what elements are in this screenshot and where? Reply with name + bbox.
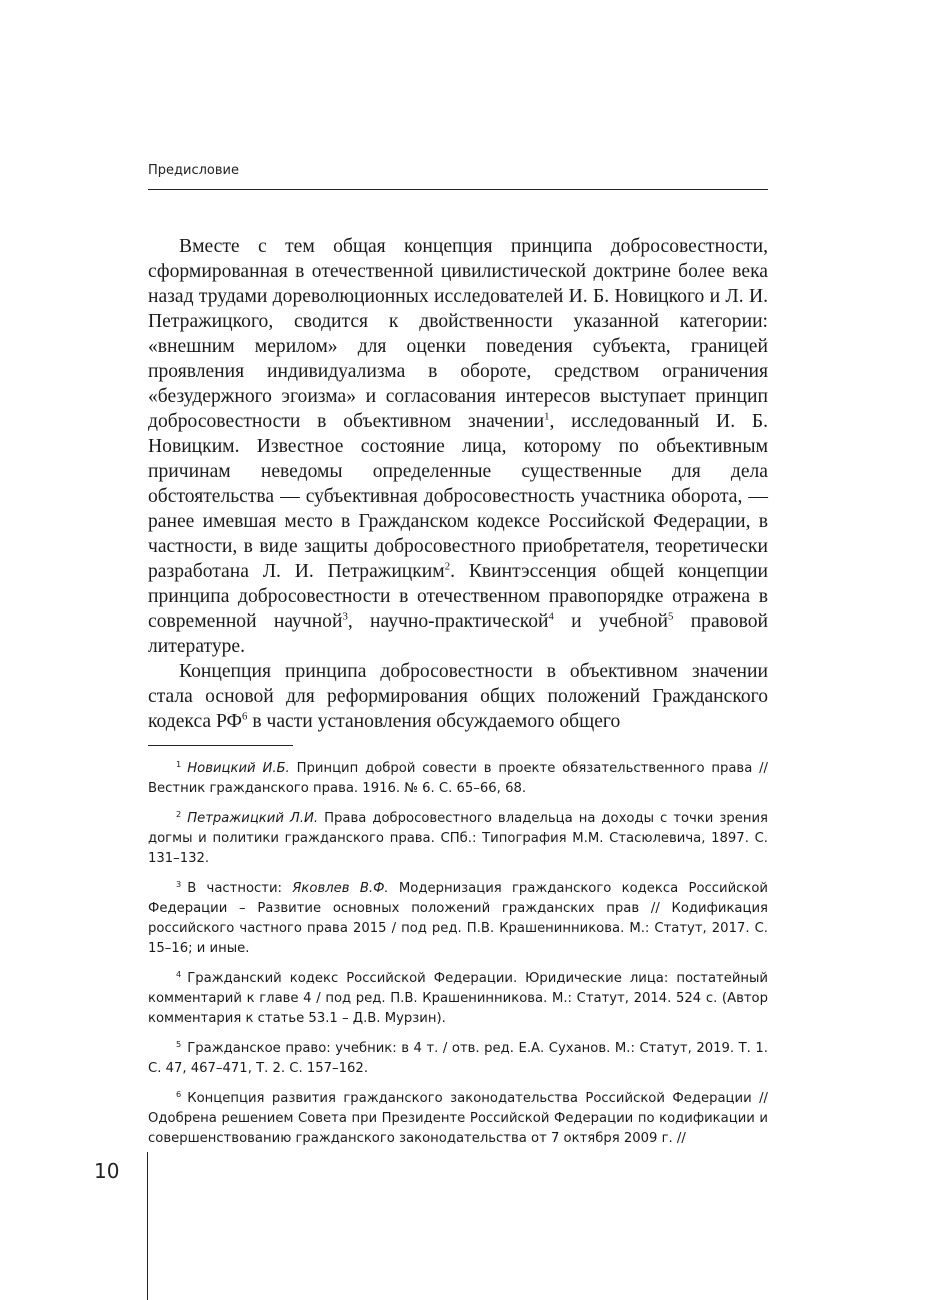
p1-text-6: правовой литературе. bbox=[148, 611, 768, 657]
footnote-ref-5: 5 bbox=[668, 610, 674, 623]
footnote-ref-3: 3 bbox=[342, 610, 348, 623]
main-text bbox=[148, 234, 768, 734]
p1-text-2: , исследованный И. Б. Новицким. Известное состояние лица, которому по объективным причинам неведомы определенные существенные для дела обстоятельства — субъективная добросовестность участника оборота, — ранее имевшая место в Гражданском кодексе Российской Федерации, в частности, в виде защиты добросовестного приобретателя, теоретически разработана Л. И. Петражицким bbox=[148, 411, 768, 582]
footnote-prefix: В частности: bbox=[187, 881, 293, 896]
footnote-text: Гражданский кодекс Российской Федерации. Юридические лица: постатейный комментарий к главе 4 / под ред. П.В. Крашенинникова. М.: Статут, 2014. 524 с. (Автор комментария к статье 53.1 – Д.В. Мурзин). bbox=[148, 971, 768, 1026]
footnote-author: Яковлев В.Ф. bbox=[292, 881, 389, 896]
p1-text-5: и учебной bbox=[553, 611, 669, 632]
footnote-text: Концепция развития гражданского законодательства Российской Федерации // Одобрена решением Совета при Президенте Российской Федерации по кодификации и совершенствованию гражданского законодательства от 7 октября 2009 г. // bbox=[148, 1091, 768, 1146]
footnote-text: Гражданское право: учебник: в 4 т. / отв. ред. Е.А. Суханов. М.: Статут, 2019. Т. 1. С. 47, 467–471, Т. 2. С. 157–162. bbox=[148, 1041, 768, 1076]
footnote-rule bbox=[148, 745, 293, 746]
footnotes bbox=[148, 759, 768, 1159]
footnote-number: 4 bbox=[176, 968, 182, 979]
footnote-4 bbox=[148, 969, 768, 1029]
footnote-text: Модернизация гражданского кодекса Российской Федерации – Развитие основных положений гражданских прав // Кодификация российского частного права 2015 / под ред. П.В. Крашенинникова. М.: Статут, 2017. С. 15–16; и иные. bbox=[148, 881, 769, 956]
footnote-ref-2: 2 bbox=[444, 560, 451, 573]
header-rule bbox=[148, 189, 768, 190]
footnote-number: 6 bbox=[176, 1089, 182, 1099]
paragraph-1 bbox=[148, 234, 768, 659]
footnote-6 bbox=[148, 1089, 768, 1149]
footnote-3 bbox=[148, 879, 768, 959]
footnote-1 bbox=[148, 759, 768, 799]
footnote-ref-4: 4 bbox=[548, 610, 554, 623]
page-number: 10 bbox=[94, 1159, 120, 1183]
footnote-author: Петражицкий Л.И. bbox=[187, 811, 319, 826]
footnote-ref-6: 6 bbox=[242, 710, 248, 723]
footnote-number: 1 bbox=[176, 758, 182, 769]
footnote-number: 3 bbox=[176, 878, 182, 889]
p1-text-1: Вместе с тем общая концепция принципа добросовестности, сформированная в отечественной цивилистической доктрине более века назад трудами дореволюционных исследователей И. Б. Новицкого и Л. И. Петражицкого, сводится к двойственности указанной категории: «внешним мерилом» для оценки поведения субъекта, границей проявления индивидуализма в обороте, средством ограничения «безудержного эгоизма» и согласования интересов выступает принцип добросовестности в объективном значении bbox=[148, 236, 768, 432]
p2-text-2: в части установления обсуждаемого общего bbox=[247, 711, 621, 732]
p1-text-3: . Квинтэссенция общей концепции принципа добросовестности в отечественном правопорядке отражена в современной научной bbox=[148, 561, 768, 632]
footnote-text: Принцип доброй совести в проекте обязательственного права // Вестник гражданского права. 1916. № 6. С. 65–66, 68. bbox=[148, 761, 768, 796]
footnote-number: 2 bbox=[176, 808, 182, 819]
footnote-text: Права добросовестного владельца на доходы с точки зрения догмы и политики гражданского права. СПб.: Типография М.М. Стасюлевича, 1897. С. 131–132. bbox=[148, 811, 768, 866]
paragraph-2 bbox=[148, 659, 768, 734]
footnote-number: 5 bbox=[176, 1038, 182, 1049]
footnote-author: Новицкий И.Б. bbox=[187, 761, 290, 776]
page-number-rule bbox=[147, 1152, 148, 1300]
p1-text-4: , научно-практической bbox=[347, 611, 549, 632]
footnote-2 bbox=[148, 809, 768, 869]
footnote-5 bbox=[148, 1039, 768, 1079]
footnote-ref-1: 1 bbox=[544, 410, 550, 423]
p2-text-1: Концепция принципа добросовестности в объективном значении стала основой для реформирования общих положений Гражданского кодекса РФ bbox=[148, 661, 768, 732]
running-title: Предисловие bbox=[148, 163, 239, 178]
